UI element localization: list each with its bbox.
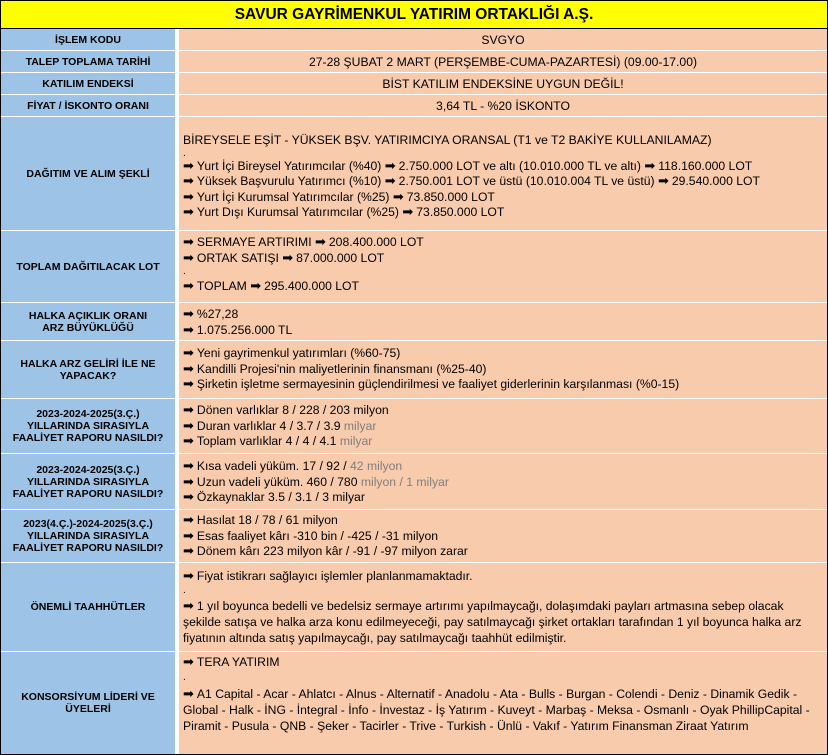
label-total-lots: TOPLAM DAĞITILACAK LOT [1, 231, 177, 302]
text: 29.540.000 LOT [671, 174, 760, 188]
value-consortium [179, 652, 827, 754]
row-date [1, 51, 827, 73]
value-financials-assets [179, 399, 827, 453]
value-index: BİST KATILIM ENDEKSİNE UYGUN DEĞİL! [179, 73, 827, 94]
distribution-line [183, 204, 823, 220]
arrow-icon: ➡ [657, 173, 669, 188]
label-proceeds-use: HALKA ARZ GELİRİ İLE NE YAPACAK? [1, 341, 177, 398]
row-distribution [1, 117, 827, 231]
text: HALKA AÇIKLIK ORANI [28, 309, 148, 322]
arrow-icon: ➡ [183, 568, 194, 583]
row-commitments [1, 563, 827, 652]
arrow-icon: ➡ [384, 173, 396, 188]
text: milyar [339, 434, 373, 448]
row-financials-income [1, 510, 827, 563]
value-float [179, 303, 827, 340]
label-date: TALEP TOPLAMA TARİHİ [1, 51, 177, 72]
text: Dönen varlıklar 8 / 228 / 203 milyon [196, 403, 389, 417]
row-financials-liabilities [1, 454, 827, 510]
arrow-icon: ➡ [183, 527, 194, 543]
text: Uzun vadeli yüküm. 460 / 780 [196, 474, 361, 489]
arrow-icon: ➡ [183, 597, 194, 613]
text: Kandilli Projesi'nin maliyetlerinin finansmanı (%25-40) [196, 361, 487, 376]
text: Yurt İçi Bireysel Yatırımcılar (%40) [196, 158, 382, 173]
label-float [1, 303, 177, 340]
distribution-line [183, 173, 823, 189]
value-code: SVGYO [179, 29, 827, 50]
arrow-icon: ➡ [183, 417, 194, 433]
arrow-icon: ➡ [183, 543, 194, 558]
text: milyon / 1 milyar [360, 474, 449, 489]
value-financials-income [179, 510, 827, 562]
value-distribution [179, 117, 827, 230]
text: SERMAYE ARTIRIMI [196, 235, 312, 249]
distribution-intro: BİREYSELE EŞİT - YÜKSEK BŞV. YATIRIMCIYA ORANSAL (T1 ve T2 BAKİYE KULLANILAMAZ) [183, 133, 712, 147]
value-commitments [179, 563, 827, 651]
text: 295.400.000 LOT [264, 279, 359, 293]
value-proceeds-use [179, 341, 827, 398]
arrow-icon: ➡ [183, 360, 194, 376]
arrow-icon: ➡ [402, 204, 414, 219]
label-distribution: DAĞITIM VE ALIM ŞEKLİ [1, 117, 177, 230]
arrow-icon: ➡ [314, 234, 326, 249]
label-consortium: KONSORSİYUM LİDERİ VE ÜYELERİ [1, 652, 177, 754]
arrow-icon: ➡ [183, 433, 194, 448]
arrow-icon: ➡ [183, 685, 194, 701]
text: ARZ BÜYÜKLÜĞÜ [42, 321, 134, 334]
text: 1 yıl boyunca bedelli ve bedelsiz sermaye artırımı yapılmaycağı, dolaşımdaki payları artmasına sebep olacak şekilde satışa ve halka arza konu edilmeyeceği, pay satılmaycağı şirket ortakları tarafından 1 yıl boyunca halka arz fiyatının altında satış yapılmaycağı, pay satılmaycağı taahhüt edilmiştir. [183, 598, 802, 645]
distribution-line [183, 189, 823, 205]
spacer-dot: . [183, 266, 186, 277]
row-proceeds-use [1, 341, 827, 399]
arrow-icon: ➡ [183, 306, 194, 321]
row-code [1, 29, 827, 51]
arrow-icon: ➡ [384, 157, 396, 173]
text: Şirketin işletme sermayesinin güçlendirilmesi ve faaliyet giderlerinin karşılanması (%0-15) [196, 377, 680, 391]
value-financials-liabilities [179, 454, 827, 509]
text: Hasılat 18 / 78 / 61 milyon [196, 513, 338, 527]
arrow-icon: ➡ [183, 458, 194, 473]
text: 208.400.000 LOT [328, 235, 424, 249]
spacer-dot: . [183, 584, 186, 596]
arrow-icon: ➡ [183, 512, 194, 527]
text: Esas faaliyet kârı -310 bin / -425 / -31 milyon [196, 528, 439, 543]
arrow-icon: ➡ [183, 188, 194, 204]
text: 73.850.000 LOT [406, 189, 495, 204]
arrow-icon: ➡ [250, 278, 262, 293]
row-float [1, 303, 827, 341]
text: 73.850.000 LOT [416, 205, 505, 219]
text: Yurt Dışı Kurumsal Yatırımcılar (%25) [196, 205, 399, 219]
distribution-line [183, 158, 823, 174]
text: Özkaynaklar 3.5 / 3.1 / 3 milyar [196, 490, 365, 504]
text: TERA YATIRIM [196, 655, 280, 669]
text: 2.750.000 LOT ve altı (10.010.000 TL ve altı) [398, 158, 641, 173]
text: Yeni gayrimenkul yatırımları (%60-75) [196, 346, 401, 360]
label-financials-income: 2023(4.Ç.)-2024-2025(3.Ç.) YILLARINDA SIRASIYLA FAALİYET RAPORU NASILDI? [1, 510, 177, 562]
label-financials-liabilities: 2023-2024-2025(3.Ç.) YILLARINDA SIRASIYLA FAALİYET RAPORU NASILDI? [1, 454, 177, 509]
arrow-icon: ➡ [183, 376, 194, 391]
label-price: FİYAT / İSKONTO ORANI [1, 95, 177, 116]
text: milyar [343, 418, 377, 433]
text: Toplam varlıklar 4 / 4 / 4.1 [196, 434, 340, 448]
label-index: KATILIM ENDEKSİ [1, 73, 177, 94]
text: ORTAK SATIŞI [196, 250, 279, 265]
arrow-icon: ➡ [183, 654, 194, 669]
row-consortium [1, 652, 827, 754]
page-title: SAVUR GAYRİMENKUL YATIRIM ORTAKLIĞI A.Ş. [1, 1, 827, 29]
text: 87.000.000 LOT [296, 250, 385, 265]
label-commitments: ÖNEMLİ TAAHHÜTLER [1, 563, 177, 651]
spacer-dot: . [183, 671, 186, 683]
text: 118.160.000 LOT [658, 158, 753, 173]
text: Duran varlıklar 4 / 3.7 / 3.9 [196, 418, 344, 433]
value-date: 27-28 ŞUBAT 2 MART (PERŞEMBE-CUMA-PAZARTESİ) (09.00-17.00) [179, 51, 827, 72]
lot-line [183, 234, 823, 250]
label-code: İŞLEM KODU [1, 29, 177, 50]
arrow-icon: ➡ [183, 204, 194, 219]
text: %27,28 [196, 307, 239, 321]
arrow-icon: ➡ [183, 345, 194, 360]
arrow-icon: ➡ [183, 489, 194, 504]
arrow-icon: ➡ [183, 173, 194, 188]
text: TOPLAM [196, 279, 247, 293]
arrow-icon: ➡ [392, 188, 404, 204]
spacer-dot: . [183, 147, 186, 159]
text: 42 milyon [350, 459, 403, 473]
text: Fiyat istikrarı sağlayıcı işlemler planlanmamaktadır. [196, 569, 473, 583]
arrow-icon: ➡ [183, 402, 194, 417]
arrow-icon: ➡ [282, 249, 294, 265]
row-price [1, 95, 827, 117]
text: Dönem kârı 223 milyon kâr / -91 / -97 milyon zarar [196, 544, 468, 558]
row-financials-assets [1, 399, 827, 454]
lot-line [183, 250, 823, 266]
value-total-lots [179, 231, 827, 302]
text: Kısa vadeli yüküm. 17 / 92 / [196, 459, 351, 473]
arrow-icon: ➡ [183, 249, 194, 265]
row-index [1, 73, 827, 95]
arrow-icon: ➡ [183, 234, 194, 249]
text: Yüksek Başvurulu Yatırımcı (%10) [196, 174, 382, 188]
value-price: 3,64 TL - %20 İSKONTO [179, 95, 827, 116]
text: A1 Capital - Acar - Ahlatcı - Alnus - Alternatif - Anadolu - Ata - Bulls - Burgan - Colendi - Deniz - Dinamik Gedik - Global - Halk - İNG - İntegral - İnfo - İnvestaz - İş Yatırım - Kuveyt - Marbaş - Meksa - Osmanlı - Oyak PhillipCapital - Piramit - Pusula - QNB - Şeker - Tacirler - Trive - Turkish - Ünlü - Vakıf - Yatırım Finansman Ziraat Yatırım [183, 686, 810, 733]
text: 1.075.256.000 TL [196, 322, 293, 337]
arrow-icon: ➡ [183, 473, 194, 489]
arrow-icon: ➡ [644, 157, 656, 173]
arrow-icon: ➡ [183, 321, 194, 337]
arrow-icon: ➡ [183, 157, 194, 173]
lot-line [183, 278, 823, 294]
text: 2.750.001 LOT ve üstü (10.010.004 TL ve üstü) [398, 174, 655, 188]
label-financials-assets: 2023-2024-2025(3.Ç.) YILLARINDA SIRASIYLA FAALİYET RAPORU NASILDI? [1, 399, 177, 453]
text: Yurt İçi Kurumsal Yatırımcılar (%25) [196, 189, 390, 204]
arrow-icon: ➡ [183, 278, 194, 293]
row-total-lots [1, 231, 827, 303]
